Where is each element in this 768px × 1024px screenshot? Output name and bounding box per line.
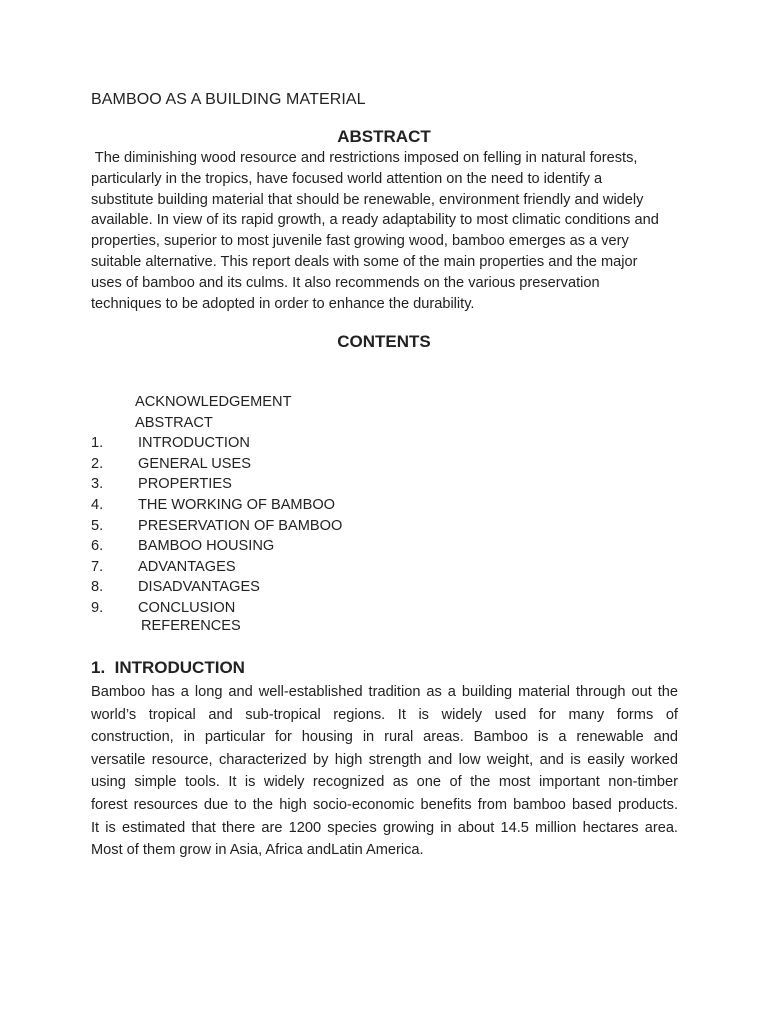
- contents-heading: CONTENTS: [337, 332, 431, 351]
- introduction-line: using simple tools. It is widely recognized as one of the most important non-timber: [91, 774, 678, 791]
- toc-label: ADVANTAGES: [138, 558, 236, 575]
- introduction-line: forest resources due to the high socio-economic benefits from bamboo based products.: [91, 796, 678, 813]
- abstract-line: suitable alternative. This report deals with some of the main properties and the major: [91, 253, 638, 270]
- introduction-heading: 1. INTRODUCTION: [91, 658, 245, 677]
- introduction-paragraph: [91, 681, 678, 862]
- toc-label: BAMBOO HOUSING: [138, 538, 275, 555]
- introduction-line: versatile resource, characterized by high strength and low weight, and is easily worked: [91, 751, 678, 768]
- toc-entry-bamboo-housing: [91, 536, 491, 557]
- abstract-line: techniques to be adopted in order to enhance the durability.: [91, 295, 475, 312]
- toc-number: 6.: [91, 538, 104, 555]
- abstract-line: substitute building material that should be renewable, environment friendly and widely: [91, 191, 644, 208]
- toc-number: 8.: [91, 579, 104, 596]
- toc-entry-references: [91, 617, 491, 635]
- toc-entry-acknowledgement: [91, 392, 491, 413]
- toc-number: 7.: [91, 558, 104, 575]
- toc-label: PRESERVATION OF BAMBOO: [138, 517, 343, 534]
- abstract-line: available. In view of its rapid growth, a ready adaptability to most climatic conditions and: [91, 212, 659, 229]
- toc-entry-properties: [91, 474, 491, 495]
- toc-number: 9.: [91, 599, 104, 616]
- toc-entry-abstract: [91, 413, 491, 434]
- document-title: BAMBOO AS A BUILDING MATERIAL: [91, 91, 366, 108]
- introduction-line: It is estimated that there are 1200 species growing in about 14.5 million hectares area.: [91, 819, 678, 836]
- toc-entry-advantages: [91, 557, 491, 578]
- toc-entry-conclusion: [91, 598, 491, 619]
- toc-label: ACKNOWLEDGEMENT: [135, 394, 292, 410]
- toc-number: 1.: [91, 435, 104, 452]
- table-of-contents: [91, 392, 491, 635]
- toc-label: GENERAL USES: [138, 455, 252, 472]
- toc-label: CONCLUSION: [138, 599, 236, 616]
- toc-number: 5.: [91, 517, 104, 534]
- toc-label: REFERENCES: [141, 617, 241, 634]
- toc-number: 2.: [91, 455, 104, 472]
- toc-entry-disadvantages: [91, 577, 491, 598]
- toc-label: PROPERTIES: [138, 476, 232, 493]
- abstract-line: The diminishing wood resource and restrictions imposed on felling in natural forests,: [91, 150, 638, 166]
- abstract-heading: ABSTRACT: [337, 127, 431, 146]
- abstract-line: particularly in the tropics, have focused world attention on the need to identify a: [91, 170, 603, 187]
- toc-number: 4.: [91, 496, 104, 513]
- toc-entry-preservation: [91, 516, 491, 537]
- abstract-paragraph: [91, 148, 681, 314]
- abstract-line: properties, superior to most juvenile fast growing wood, bamboo emerges as a very: [91, 233, 629, 250]
- toc-entry-working-of-bamboo: [91, 495, 491, 516]
- introduction-line: world’s tropical and sub-tropical regions. It is widely used for many forms of: [91, 706, 678, 723]
- toc-entry-introduction: [91, 433, 491, 454]
- introduction-line: construction, in particular for housing in rural areas. Bamboo is a renewable and: [91, 729, 678, 746]
- introduction-line: Bamboo has a long and well-established tradition as a building material through out the: [91, 684, 678, 700]
- toc-entry-general-uses: [91, 454, 491, 475]
- toc-label: DISADVANTAGES: [138, 579, 260, 596]
- abstract-line: uses of bamboo and its culms. It also recommends on the various preservation: [91, 274, 600, 291]
- toc-label: INTRODUCTION: [138, 435, 250, 452]
- toc-label: THE WORKING OF BAMBOO: [138, 496, 336, 513]
- toc-number: 3.: [91, 476, 104, 493]
- toc-label: ABSTRACT: [135, 414, 213, 431]
- introduction-line: Most of them grow in Asia, Africa andLatin America.: [91, 842, 424, 859]
